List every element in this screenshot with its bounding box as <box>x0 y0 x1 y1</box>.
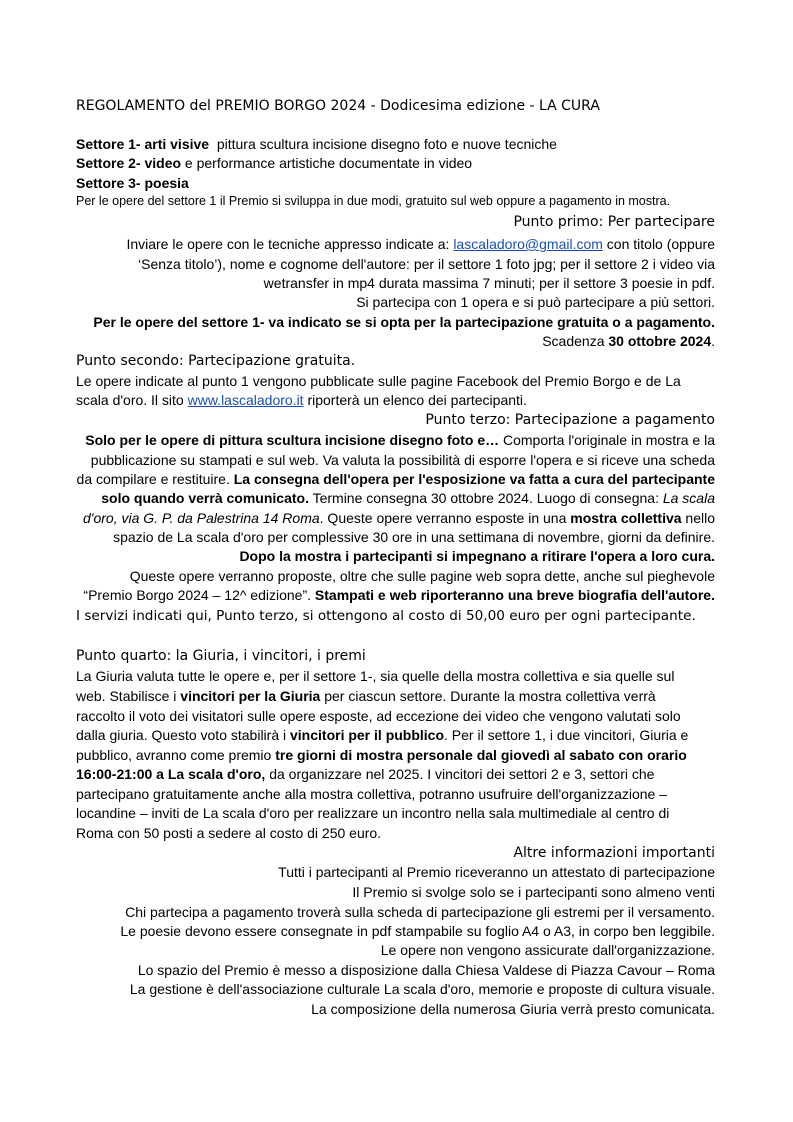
punto-secondo-line-1: Le opere indicate al punto 1 vengono pubblicate sulle pagine Facebook del Premio Borgo e de La <box>76 373 681 389</box>
punto-quarto-text: web. Stabilisce i <box>76 688 181 704</box>
deadline-date: 30 ottobre 2024 <box>608 333 712 349</box>
punto-secondo-heading: Punto secondo: Partecipazione gratuita. <box>76 353 356 369</box>
punto-secondo-text: scala d'oro. Il sito <box>76 392 188 408</box>
punto-quarto-bold: vincitori per il pubblico <box>290 727 445 743</box>
punto-terzo-text: Comporta l'originale in mostra e la <box>499 432 715 448</box>
punto-terzo-text: . Queste opere verranno esposte in una <box>319 510 571 526</box>
punto-primo-heading: Punto primo: Per partecipare <box>513 214 715 230</box>
punto-terzo-bold: solo quando verrà comunicato. <box>101 490 309 506</box>
punto-terzo-text: Termine consegna 30 ottobre 2024. Luogo di consegna: <box>308 490 663 506</box>
punto-terzo-text: “Premio Borgo 2024 – 12^ edizione”. <box>83 587 315 603</box>
punto-quarto-bold: tre giorni di mostra personale dal giovedì al sabato con orario <box>275 747 687 763</box>
punto-terzo-line-6: spazio de La scala d'oro per complessive 30 ore in una settimana di novembre, giorni da definire. <box>113 529 715 545</box>
punto-terzo-line-2: pubblicazione su stampati e sul web. Va valuta la possibilità di esporre l'opera e si riceve una scheda <box>90 452 715 468</box>
punto-quarto-text: . Per il settore 1, i due vincitori, Giuria e <box>444 727 689 743</box>
punto-terzo-bold: Stampati e web riporteranno una breve biografia dell'autore. <box>314 587 715 603</box>
punto-terzo-bold: Solo per le opere di pittura scultura incisione disegno foto e… <box>85 432 500 448</box>
punto-quarto-text: da organizzare nel 2025. I vincitori dei settori 2 e 3, settori che <box>265 766 655 782</box>
punto-terzo-bold: La consegna dell'opera per l'esposizione va fatta a cura del partecipante <box>233 471 715 487</box>
punto-terzo-heading: Punto terzo: Partecipazione a pagamento <box>425 412 715 428</box>
punto-primo-line-5: Per le opere del settore 1- va indicato se si opta per la partecipazione gratuita o a pagamento. <box>93 314 715 330</box>
altre-line-6: Lo spazio del Premio è messo a disposizione dalla Chiesa Valdese di Piazza Cavour – Roma <box>137 962 715 978</box>
punto-primo-line-4: Si partecipa con 1 opera e si può partecipare a più settori. <box>356 294 715 310</box>
punto-terzo-line-1 <box>85 432 715 449</box>
punto-primo-text: Inviare le opere con le tecniche appresso indicate a: <box>126 236 454 252</box>
punto-secondo-line-2 <box>76 392 527 409</box>
punto-secondo-text: riporterà un elenco dei partecipanti. <box>303 392 527 408</box>
punto-primo-line-3: wetransfer in mp4 durata massima 7 minuti; per il settore 3 poesie in pdf. <box>263 275 715 291</box>
settore-1-label: Settore 1- arti visive <box>76 136 210 152</box>
punto-terzo-italic: La scala <box>662 490 715 506</box>
punto-terzo-bold: mostra collettiva <box>570 510 682 526</box>
punto-quarto-line-1: La Giuria valuta tutte le opere e, per il settore 1-, sia quelle della mostra collettiva e sia quelle sul <box>76 668 675 684</box>
punto-quarto-heading: Punto quarto: la Giuria, i vincitori, i premi <box>76 648 366 664</box>
punto-terzo-text: nello <box>681 510 715 526</box>
punto-terzo-line-7: Dopo la mostra i partecipanti si impegnano a ritirare l'opera a loro cura. <box>239 548 715 564</box>
deadline-line <box>542 333 715 350</box>
punto-terzo-line-8: Queste opere verranno proposte, oltre che sulle pagine web sopra dette, anche sul pieghevole <box>129 568 715 584</box>
settore-2-text: e performance artistiche documentate in video <box>184 155 473 171</box>
punto-terzo-text: da compilare e restituire. <box>76 471 234 487</box>
altre-line-5: Le opere non vengono assicurate dall'organizzazione. <box>380 942 715 958</box>
punto-quarto-line-4 <box>76 727 688 744</box>
settore-1-line <box>76 136 557 153</box>
punto-quarto-line-9: Roma con 50 posti a sedere al costo di 250 euro. <box>76 825 382 841</box>
punto-terzo-line-3 <box>77 471 715 488</box>
deadline-end: . <box>711 333 715 349</box>
punto-terzo-line-4 <box>101 490 715 507</box>
punto-quarto-line-6 <box>76 766 654 783</box>
settore-note: Per le opere del settore 1 il Premio si sviluppa in due modi, gratuito sul web oppure a pagamento in mostra. <box>76 194 671 208</box>
altre-heading: Altre informazioni importanti <box>513 845 715 861</box>
punto-quarto-line-8: locandine – inviti de La scala d'oro per realizzare un incontro nella sala multimediale al centro di <box>76 805 670 821</box>
altre-line-1: Tutti i partecipanti al Premio riceveranno un attestato di partecipazione <box>278 864 715 880</box>
punto-terzo-italic: d'oro, via G. P. da Palestrina 14 Roma <box>83 510 320 526</box>
email-link[interactable]: lascaladoro@gmail.com <box>453 236 603 252</box>
settore-2-line <box>76 155 472 172</box>
punto-terzo-line-9 <box>83 587 715 604</box>
punto-quarto-line-3: raccolto il voto dei visitatori sulle opere esposte, ad eccezione dei video che vengono valutati solo <box>76 708 681 724</box>
punto-quarto-bold: vincitori per la Giuria <box>180 688 321 704</box>
altre-line-4: Le poesie devono essere consegnate in pdf stampabile su foglio A4 o A3, in corpo ben leggibile. <box>120 923 715 939</box>
punto-quarto-line-2 <box>76 688 656 705</box>
settore-3-label: Settore 3- poesia <box>76 175 189 191</box>
settore-2-label: Settore 2- video <box>76 155 182 171</box>
punto-terzo-line-5 <box>83 510 715 527</box>
punto-quarto-text: pubblico, avranno come premio <box>76 747 276 763</box>
punto-quarto-text: per ciascun settore. Durante la mostra collettiva verrà <box>320 688 656 704</box>
document-title: REGOLAMENTO del PREMIO BORGO 2024 - Dodicesima edizione - LA CURA <box>76 98 600 114</box>
punto-quarto-text: dalla giuria. Questo voto stabilirà i <box>76 727 290 743</box>
altre-line-2: Il Premio si svolge solo se i partecipanti sono almeno venti <box>352 884 715 900</box>
punto-quarto-line-7: partecipano gratuitamente anche alla mostra collettiva, potranno usufruire dell'organizzazione – <box>76 786 668 802</box>
punto-primo-line-1 <box>126 236 715 253</box>
altre-line-8: La composizione della numerosa Giuria verrà presto comunicata. <box>311 1001 715 1017</box>
punto-quarto-bold: 16:00-21:00 a La scala d'oro, <box>76 766 266 782</box>
punto-terzo-cost: I servizi indicati qui, Punto terzo, si ottengono al costo di 50,00 euro per ogni partecipante. <box>76 608 696 624</box>
punto-primo-text: con titolo (oppure <box>602 236 715 252</box>
site-link[interactable]: www.lascaladoro.it <box>187 392 304 408</box>
settore-1-text: pittura scultura incisione disegno foto e nuove tecniche <box>216 136 557 152</box>
punto-quarto-line-5 <box>76 747 687 764</box>
deadline-label: Scadenza <box>542 333 609 349</box>
altre-line-7: La gestione è dell'associazione culturale La scala d'oro, memorie e proposte di cultura visuale. <box>129 981 715 997</box>
altre-line-3: Chi partecipa a pagamento troverà sulla scheda di partecipazione gli estremi per il versamento. <box>125 904 715 920</box>
punto-primo-line-2: ‘Senza titolo’), nome e cognome dell'autore: per il settore 1 foto jpg; per il settore 2 i video via <box>138 256 715 272</box>
